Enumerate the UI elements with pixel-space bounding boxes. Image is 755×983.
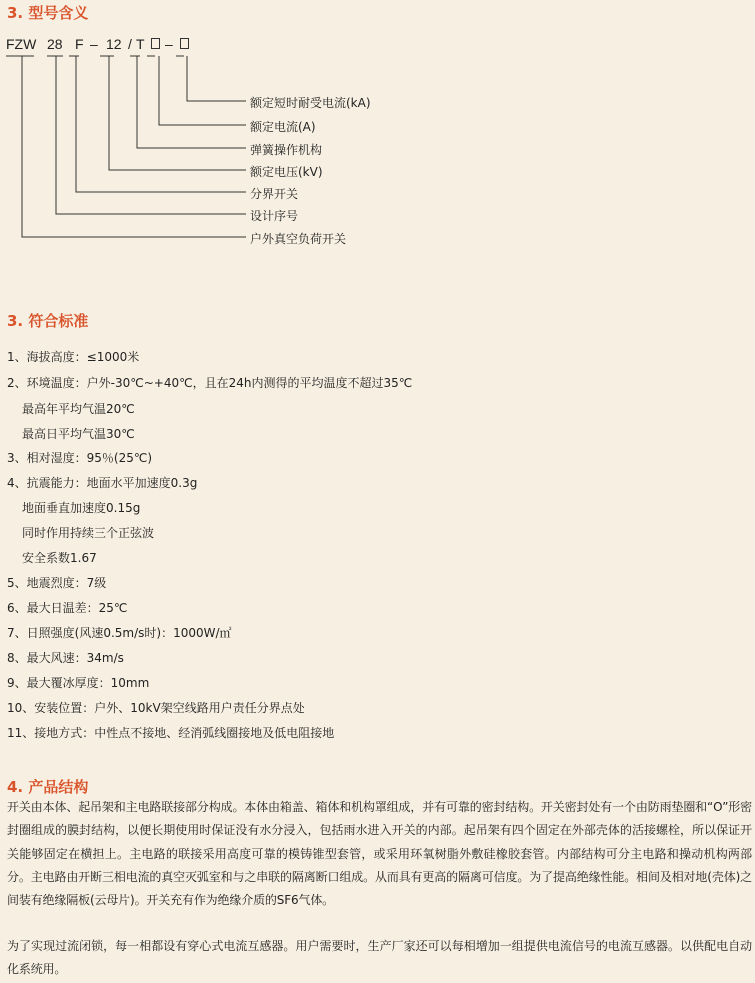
model-code-28: 28 [47, 36, 63, 52]
model-desc-outdoor-vacuum-switch: 户外真空负荷开关 [250, 232, 347, 246]
standard-item: 9、最大覆冰厚度：10mm [7, 676, 150, 690]
model-desc-boundary-switch: 分界开关 [250, 187, 299, 201]
model-code-f: F [75, 36, 84, 52]
standard-item: 最高日平均气温30℃ [22, 427, 135, 441]
model-desc-design-number: 设计序号 [250, 209, 299, 223]
standard-item: 最高年平均气温20℃ [22, 402, 135, 416]
standard-item: 3、相对湿度：95％(25℃) [7, 451, 153, 465]
section-title-standards: 3. 符合标准 [7, 312, 89, 330]
standard-item: 7、日照强度(风速0.5m/s时)：1000W/㎡ [7, 626, 232, 640]
standard-item: 4、抗震能力：地面水平加速度0.3g [7, 476, 198, 490]
standard-item: 10、安装位置：户外、10kV架空线路用户责任分界点处 [7, 701, 305, 715]
model-code-dash2: – [165, 36, 173, 52]
standard-item: 同时作用持续三个正弦波 [22, 526, 155, 540]
standard-item: 1、海拔高度：≤1000米 [7, 350, 140, 364]
section-title-model: 3. 型号含义 [7, 4, 89, 22]
standard-item: 安全系数1.67 [22, 551, 97, 565]
structure-paragraph-2: 为了实现过流闭锁，每一相都设有穿心式电流互感器。用户需要时，生产厂家还可以每相增加一组提供电流信号的电流互感器。以供配电自动化系统用。 [7, 939, 752, 977]
standard-item: 2、环境温度：户外-30℃~+40℃，且在24h内测得的平均温度不超过35℃ [7, 376, 413, 390]
structure-paragraph-1: 开关由本体、起吊架和主电路联接部分构成。本体由箱盖、箱体和机构罩组成，并有可靠的密封结构。开关密封处有一个由防雨垫圈和“O”形密封圈组成的膜封结构，以便长期使用时保证没有水分浸入，包括雨水进入开关的内部。起吊架有四个固定在外部壳体的活接螺栓，所以保证开关能够固定在横担上。主电路的联接采用高度可靠的模铸锥型套管，或采用环氧树脂外敷硅橡胶套管。内部结构可分主电路和操动机构两部分。主电路由开断三相电流的真空灭弧室和与之串联的隔离断口组成。从而具有更高的隔离可信度。为了提高绝缘性能。相间及相对地(壳体)之间装有绝缘隔板(云母片)。开关充有作为绝缘介质的SF6气体。 [7, 800, 752, 908]
model-code-12: 12 [106, 36, 122, 52]
standard-item: 6、最大日温差：25℃ [7, 601, 128, 615]
model-desc-spring-mechanism: 弹簧操作机构 [250, 143, 323, 157]
standard-item: 5、地震烈度：7级 [7, 576, 107, 590]
model-code-fzw: FZW [6, 36, 37, 52]
model-desc-short-time-current: 额定短时耐受电流(kA) [250, 96, 371, 110]
model-desc-rated-voltage: 额定电压(kV) [250, 165, 323, 179]
model-code-t: T [136, 36, 145, 52]
standard-item: 8、最大风速：34m/s [7, 651, 124, 665]
model-desc-rated-current: 额定电流(A) [250, 120, 316, 134]
standard-item: 11、接地方式：中性点不接地、经消弧线圈接地及低电阻接地 [7, 726, 335, 740]
model-code-dash1: – [90, 36, 98, 52]
model-bracket-lines [0, 0, 755, 260]
standard-item: 地面垂直加速度0.15g [22, 501, 141, 515]
model-code-slash: / [128, 36, 132, 52]
section-title-structure: 4. 产品结构 [7, 778, 89, 796]
